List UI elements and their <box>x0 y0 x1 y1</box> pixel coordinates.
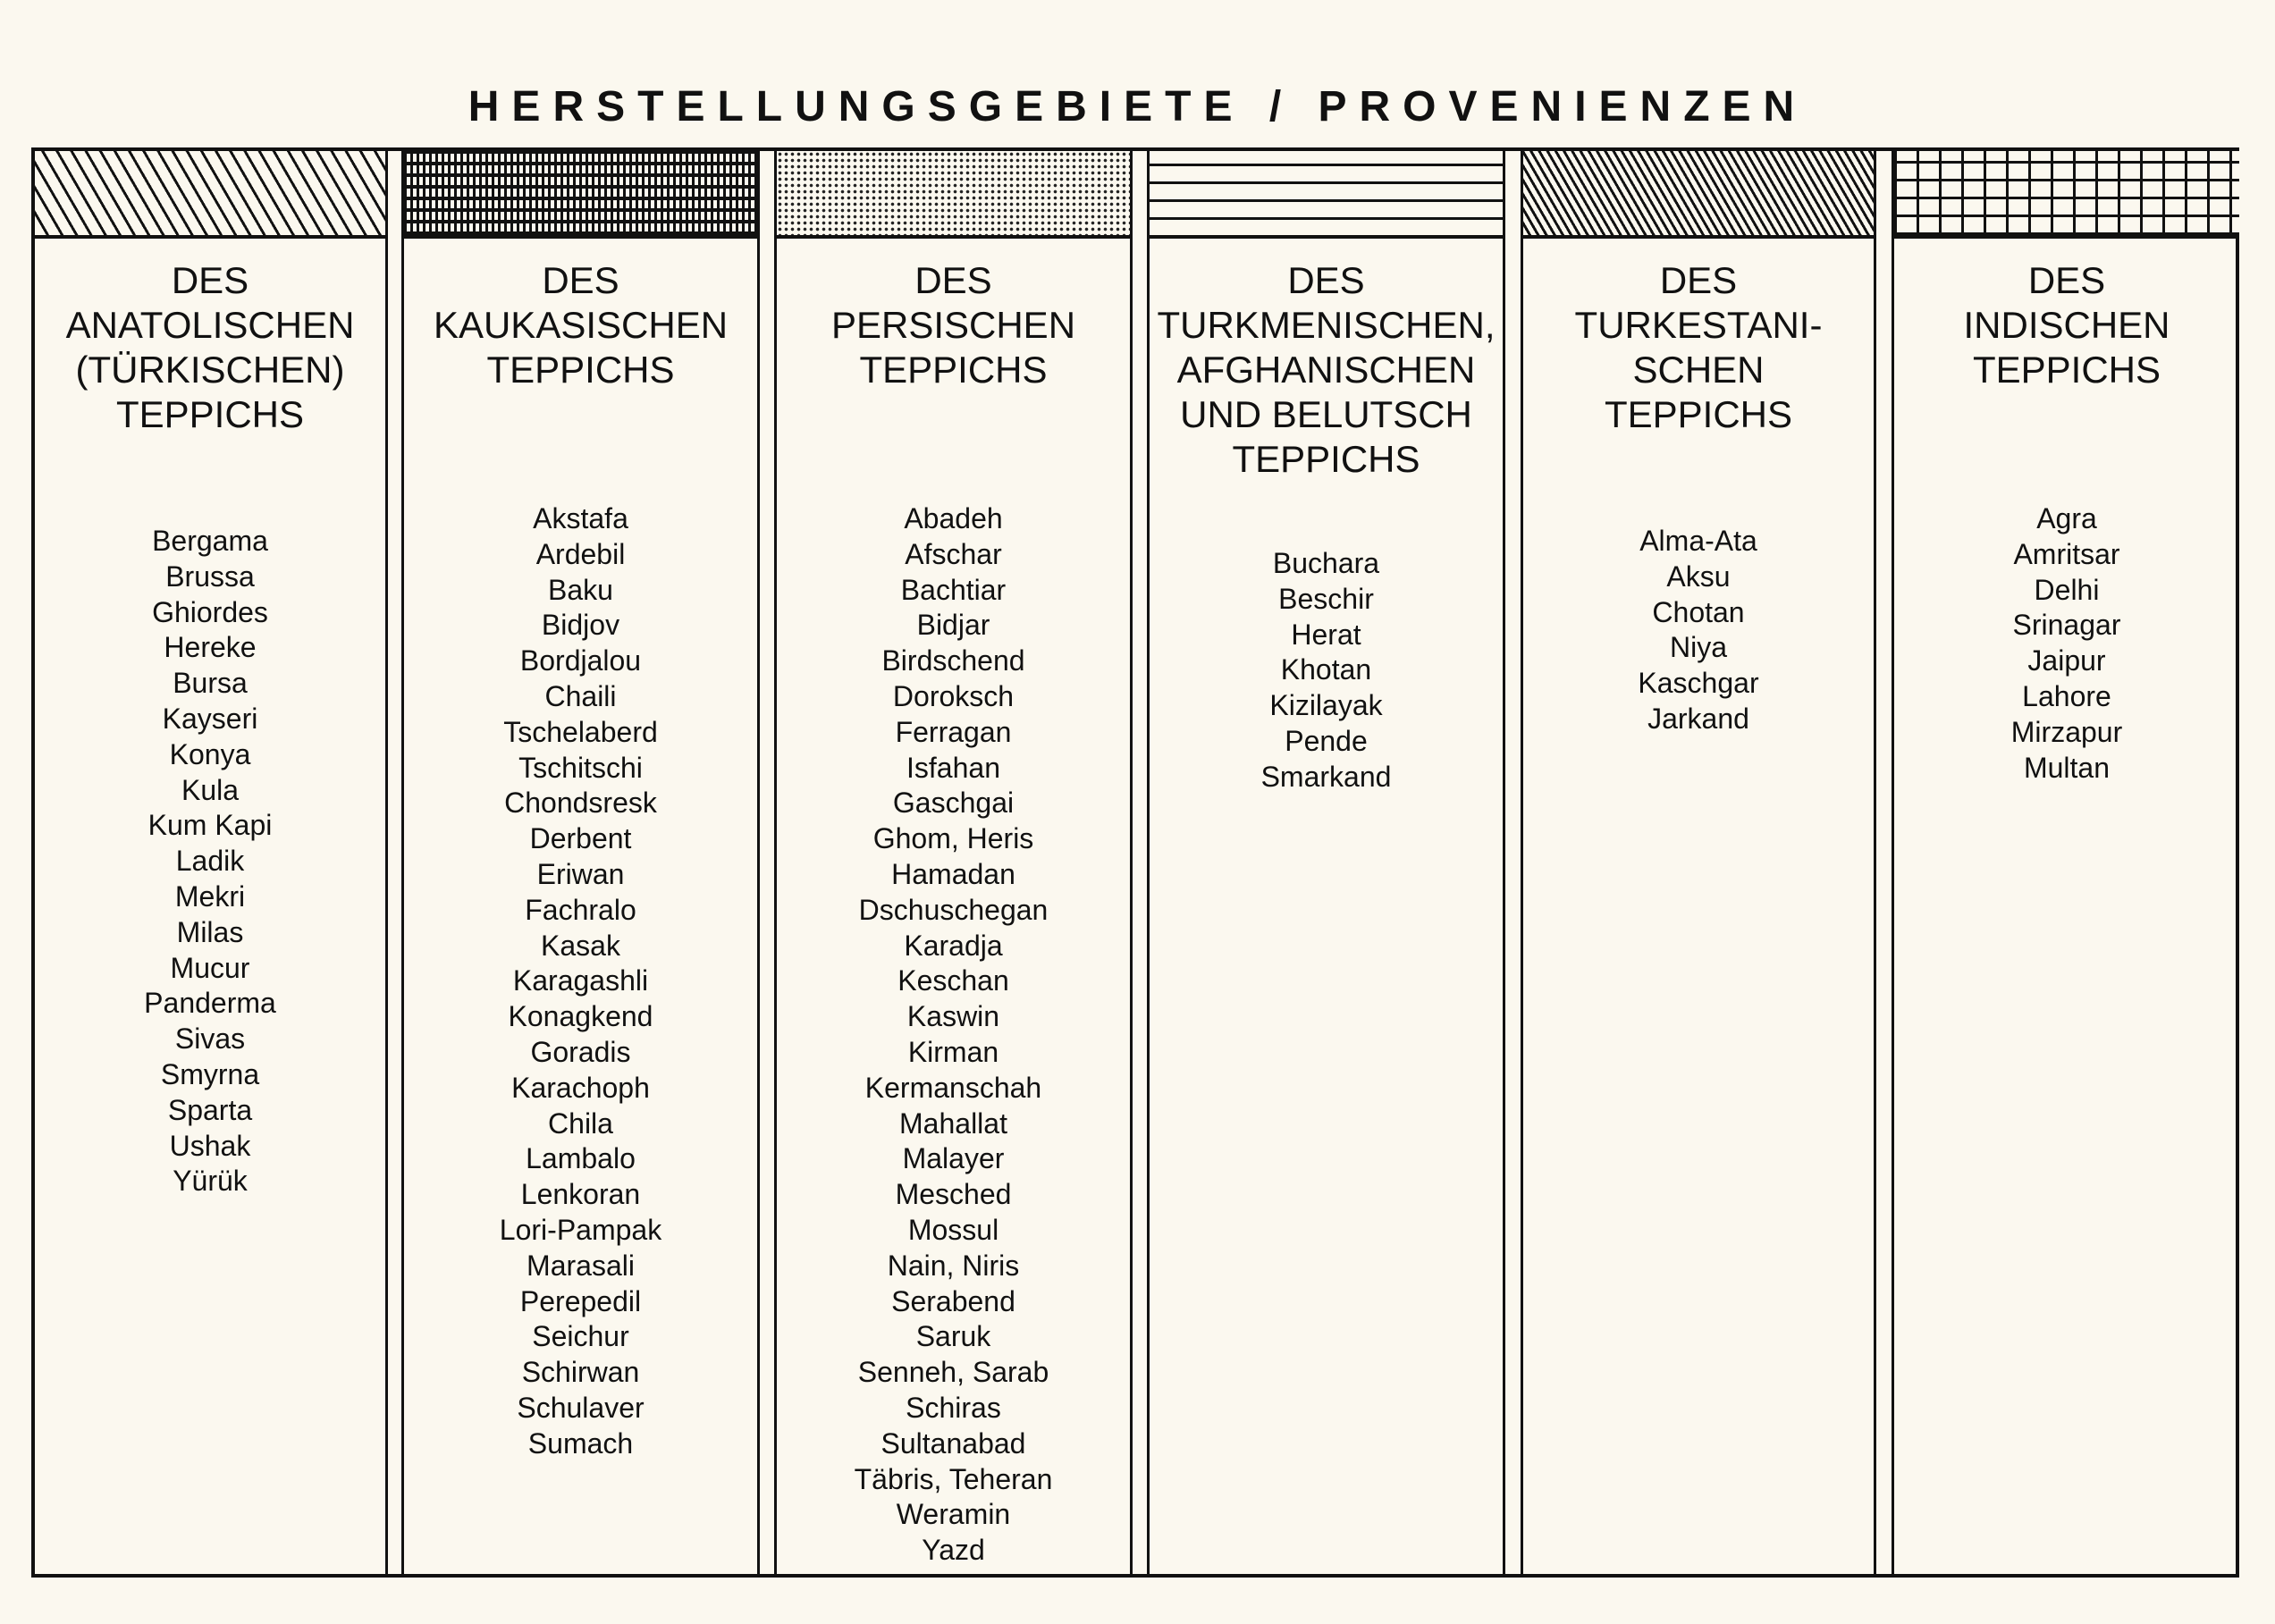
list-item: Chaili <box>544 679 617 712</box>
heading-line: DES <box>542 259 619 301</box>
list-item: Ardebil <box>535 537 626 570</box>
list-item: Karagashli <box>512 964 649 997</box>
column-indian <box>1894 151 2239 1574</box>
list-item: Baku <box>548 573 613 606</box>
list-item: Mesched <box>895 1178 1012 1211</box>
list-item: Herat <box>1291 618 1361 651</box>
column-caucasian <box>404 151 757 1574</box>
list-item: Smarkand <box>1260 760 1392 793</box>
column-turkestan <box>1523 151 1874 1574</box>
list-item: Milas <box>176 915 244 948</box>
list-item: Schirwan <box>521 1356 640 1389</box>
heading-line: (TÜRKISCHEN) <box>75 349 345 391</box>
list-item: Kum Kapi <box>147 809 273 842</box>
column-turkmen <box>1150 151 1503 1574</box>
column-heading <box>1150 258 1503 482</box>
heading-line: DES <box>914 259 992 301</box>
list-item: Bergama <box>152 525 268 557</box>
list-item: Kermanschah <box>864 1071 1042 1104</box>
list-item: Birdschend <box>881 644 1025 677</box>
heading-line: UND BELUTSCH <box>1180 393 1472 435</box>
heading-line: INDISCHEN <box>1963 304 2170 346</box>
page-title: HERSTELLUNGSGEBIETE / PROVENIENZEN <box>468 83 1807 130</box>
list-item: Jarkand <box>1647 702 1749 735</box>
list-item: Sivas <box>174 1022 246 1056</box>
list-item: Ghiordes <box>152 595 268 628</box>
list-item: Ferragan <box>895 715 1012 748</box>
list-item: Fachralo <box>525 893 636 926</box>
list-item: Bordjalou <box>519 644 642 677</box>
list-item: Chotan <box>1652 595 1745 628</box>
list-item: Beschir <box>1278 582 1374 615</box>
list-item: Yürük <box>173 1165 248 1198</box>
list-item: Brussa <box>165 560 255 593</box>
pattern-swatch-persian <box>777 151 1130 239</box>
list-item: Nain, Niris <box>887 1249 1020 1282</box>
column-anatolian <box>35 151 385 1574</box>
list-item: Lambalo <box>526 1142 636 1175</box>
heading-line: DES <box>1287 259 1365 301</box>
list-item: Khotan <box>1280 653 1372 686</box>
list-item: Yazd <box>922 1534 985 1567</box>
heading-line: TEPPICHS <box>859 349 1048 391</box>
list-item: Marasali <box>527 1249 635 1282</box>
provenance-list <box>404 501 757 1462</box>
list-item: Mucur <box>170 951 250 984</box>
list-item: Kasak <box>541 929 620 962</box>
list-item: Ladik <box>175 845 245 878</box>
list-item: Abadeh <box>904 502 1003 534</box>
list-item: Delhi <box>2034 573 2100 606</box>
column-heading <box>1894 258 2239 392</box>
heading-line: TEPPICHS <box>115 393 305 435</box>
heading-line: DES <box>2027 259 2106 301</box>
list-item: Alma-Ata <box>1639 525 1757 557</box>
list-item: Saruk <box>915 1320 991 1353</box>
column-divider <box>1503 151 1523 1574</box>
list-item: Akstafa <box>533 502 628 534</box>
provenance-list <box>1523 524 1874 737</box>
list-item: Mossul <box>907 1213 999 1246</box>
list-item: Malayer <box>902 1142 1005 1175</box>
column-persian <box>777 151 1130 1574</box>
heading-line: DES <box>171 259 249 301</box>
list-item: Kirman <box>907 1035 999 1068</box>
heading-line: TURKMENISCHEN, <box>1157 304 1496 346</box>
list-item: Bursa <box>173 667 248 700</box>
list-item: Weramin <box>896 1498 1011 1531</box>
heading-line: KAUKASISCHEN <box>433 304 729 346</box>
list-item: Dschuschegan <box>858 893 1049 926</box>
heading-line: SCHEN <box>1632 349 1765 391</box>
list-item: Agra <box>2036 502 2097 534</box>
column-divider <box>1874 151 1894 1574</box>
list-item: Keschan <box>897 964 1009 997</box>
list-item: Smyrna <box>160 1057 260 1090</box>
list-item: Kaschgar <box>1638 667 1759 700</box>
heading-line: PERSISCHEN <box>830 304 1076 346</box>
list-item: Panderma <box>144 987 276 1020</box>
column-heading <box>777 258 1130 392</box>
list-item: Seichur <box>532 1320 629 1353</box>
list-item: Hamadan <box>891 857 1015 890</box>
pattern-swatch-anatolian <box>35 151 385 239</box>
column-heading <box>1523 258 1874 437</box>
list-item: Hereke <box>164 631 257 664</box>
list-item: Serabend <box>891 1284 1015 1317</box>
heading-line: TEPPICHS <box>1232 438 1420 480</box>
provenance-list <box>777 501 1130 1569</box>
heading-line: TEPPICHS <box>486 349 675 391</box>
provenance-list <box>1894 501 2239 786</box>
list-item: Bidjov <box>541 609 620 642</box>
list-item: Karachoph <box>511 1071 650 1104</box>
list-item: Doroksch <box>892 679 1015 712</box>
heading-line: TURKESTANI- <box>1574 304 1823 346</box>
pattern-swatch-indian <box>1894 151 2239 239</box>
list-item: Amritsar <box>2013 537 2120 570</box>
list-item: Kaswin <box>906 1000 1000 1033</box>
list-item: Srinagar <box>2012 609 2121 642</box>
list-item: Chondsresk <box>504 787 657 820</box>
list-item: Perepedil <box>519 1284 642 1317</box>
list-item: Tschitschi <box>518 751 643 784</box>
list-item: Tschelaberd <box>503 715 658 748</box>
list-item: Pende <box>1285 724 1368 757</box>
pattern-swatch-turkmen <box>1150 151 1503 239</box>
column-heading <box>35 258 385 437</box>
list-item: Konagkend <box>508 1000 653 1033</box>
heading-line: DES <box>1659 259 1738 301</box>
list-item: Karadja <box>904 929 1003 962</box>
list-item: Derbent <box>529 822 632 855</box>
pattern-swatch-turkestan <box>1523 151 1874 239</box>
column-divider <box>385 151 404 1574</box>
list-item: Buchara <box>1272 547 1380 579</box>
list-item: Kayseri <box>162 702 258 735</box>
list-item: Ghom, Heris <box>872 822 1034 855</box>
list-item: Niya <box>1669 631 1727 664</box>
column-divider <box>1130 151 1150 1574</box>
list-item: Sultanabad <box>881 1426 1026 1460</box>
list-item: Kizilayak <box>1269 689 1383 722</box>
provenance-table <box>31 147 2239 1578</box>
list-item: Mekri <box>174 879 246 913</box>
list-item: Täbris, Teheran <box>854 1462 1053 1495</box>
list-item: Goradis <box>530 1035 631 1068</box>
heading-line: TEPPICHS <box>1972 349 2161 391</box>
heading-line: TEPPICHS <box>1604 393 1793 435</box>
list-item: Lenkoran <box>520 1178 641 1211</box>
column-divider <box>757 151 777 1574</box>
list-item: Afschar <box>905 537 1002 570</box>
heading-line: ANATOLISCHEN <box>65 304 355 346</box>
list-item: Aksu <box>1666 560 1731 593</box>
list-item: Isfahan <box>906 751 1000 784</box>
list-item: Kula <box>181 773 240 806</box>
list-item: Mahallat <box>899 1107 1007 1140</box>
provenance-list <box>1150 546 1503 795</box>
column-heading <box>404 258 757 392</box>
list-item: Lahore <box>2022 679 2111 712</box>
list-item: Schiras <box>906 1391 1001 1424</box>
list-item: Sparta <box>167 1093 253 1126</box>
list-item: Senneh, Sarab <box>857 1356 1049 1389</box>
list-item: Jaipur <box>2027 644 2106 677</box>
list-item: Konya <box>169 737 251 770</box>
provenance-list <box>35 524 385 1199</box>
list-item: Eriwan <box>536 857 625 890</box>
list-item: Sumach <box>527 1426 634 1460</box>
list-item: Gaschgai <box>892 787 1015 820</box>
list-item: Lori-Pampak <box>499 1213 662 1246</box>
list-item: Multan <box>2023 751 2111 784</box>
list-item: Ushak <box>169 1129 251 1162</box>
list-item: Bidjar <box>916 609 990 642</box>
heading-line: AFGHANISCHEN <box>1176 349 1476 391</box>
list-item: Mirzapur <box>2010 715 2123 748</box>
list-item: Schulaver <box>517 1391 645 1424</box>
list-item: Chila <box>548 1107 613 1140</box>
pattern-swatch-caucasian <box>404 151 757 239</box>
list-item: Bachtiar <box>900 573 1007 606</box>
